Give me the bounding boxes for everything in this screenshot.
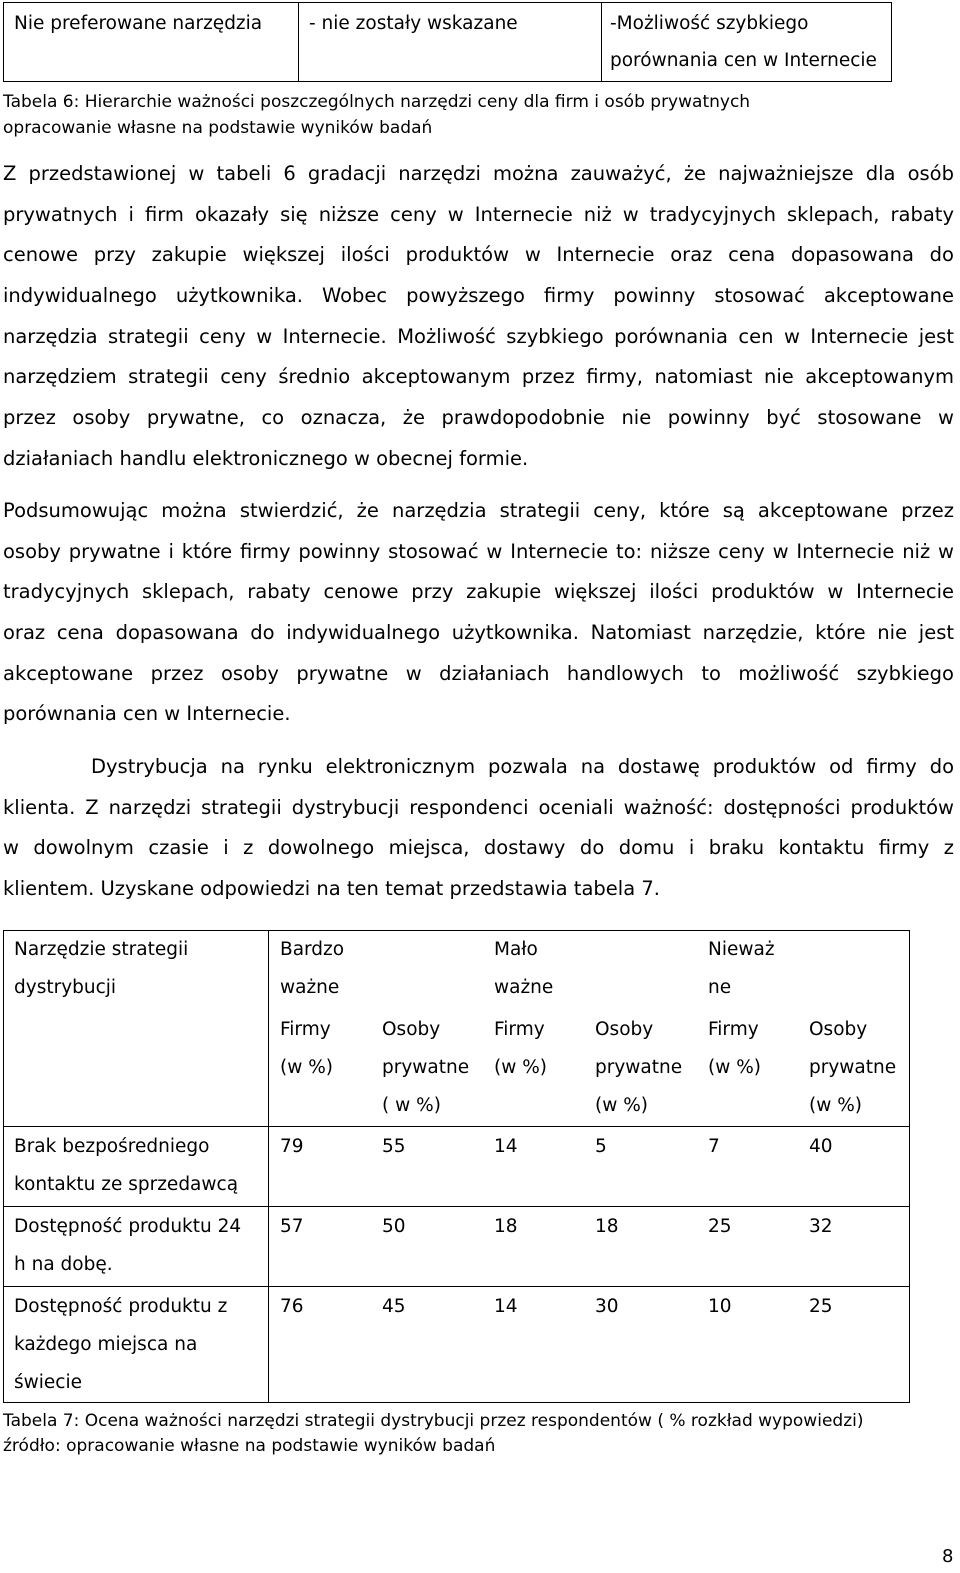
table7-header-tool: dystrybucji [14, 977, 117, 998]
text-line: indywidualnego użytkownika. Wobec powyższego firmy powinny stosować akceptowane [3, 284, 954, 308]
table7-row-label: świecie [14, 1372, 82, 1393]
text-line: akceptowane przez osoby prywatne w działaniach handlowych to możliwość szybkiego [3, 661, 954, 685]
table-divider [298, 3, 299, 81]
table7-header-very-important: Bardzo [280, 939, 345, 960]
table7-cell: 32 [809, 1216, 833, 1237]
table-divider [4, 1126, 909, 1127]
table7-header-less-important: Mało [494, 939, 538, 960]
table6-cell-item-line1: -Możliwość szybkiego [610, 13, 809, 34]
table6-caption-line2: opracowanie własne na podstawie wyników badań [3, 118, 433, 138]
table7-cell: 10 [708, 1296, 732, 1317]
table6-cell-item-line2: porównania cen w Internecie [610, 50, 877, 71]
table7-header-unimportant: Nieważ [708, 939, 775, 960]
table7-cell: 18 [494, 1216, 518, 1237]
table7-subheader-persons: (w %) [809, 1095, 863, 1116]
table7-cell: 57 [280, 1216, 304, 1237]
text-line: oraz cena dopasowana do indywidualnego użytkownika. Natomiast narzędzie, które nie jest [3, 621, 954, 645]
table7-row-label: h na dobę. [14, 1254, 113, 1275]
table7-subheader-firms: Firmy [280, 1019, 331, 1040]
table-divider [268, 931, 269, 1402]
table7-cell: 25 [809, 1296, 833, 1317]
text-line: osoby prywatne i które firmy powinny stosować w Internecie to: niższe ceny w Internecie niż w [3, 539, 954, 563]
table7-subheader-persons: prywatne [595, 1057, 683, 1078]
text-line: klientem. Uzyskane odpowiedzi na ten temat przedstawia tabela 7. [3, 877, 660, 901]
table7-subheader-firms: (w %) [708, 1057, 762, 1078]
text-line: narzędzia strategii ceny w Internecie. Możliwość szybkiego porównania cen w Internecie jest [3, 324, 954, 348]
table7-cell: 30 [595, 1296, 619, 1317]
text-line: Dystrybucja na rynku elektronicznym pozwala na dostawę produktów od firmy do [91, 755, 954, 778]
table6-cell-tools: Nie preferowane narzędzia [14, 13, 263, 34]
table7-cell: 55 [382, 1136, 406, 1157]
page-number: 8 [942, 1546, 954, 1567]
table7-cell: 40 [809, 1136, 833, 1157]
table6-cell-status: - nie zostały wskazane [309, 13, 518, 34]
table-divider [4, 1206, 909, 1207]
table7-subheader-firms: Firmy [494, 1019, 545, 1040]
table7-header-tool: Narzędzie strategii [14, 939, 189, 960]
table7-cell: 5 [595, 1136, 607, 1157]
table7-subheader-persons: Osoby [382, 1019, 441, 1040]
paragraph-1 [3, 154, 954, 480]
table7-row-label: kontaktu ze sprzedawcą [14, 1174, 239, 1195]
table7-header-less-important: ważne [494, 977, 554, 998]
table7-cell: 7 [708, 1136, 720, 1157]
table7-subheader-persons: Osoby [595, 1019, 654, 1040]
text-line: narzędziem strategii ceny średnio akceptowanym przez firmy, natomiast nie akceptowanym [3, 365, 954, 389]
table7-cell: 14 [494, 1136, 518, 1157]
paragraph-2 [3, 491, 954, 735]
table7-caption-line2: źródło: opracowanie własne na podstawie wyników badań [3, 1436, 496, 1456]
table6-caption-line1: Tabela 6: Hierarchie ważności poszczególnych narzędzi ceny dla firm i osób prywatnych [3, 92, 751, 112]
table7-subheader-persons: prywatne [382, 1057, 470, 1078]
table7-subheader-persons: prywatne [809, 1057, 897, 1078]
text-line: cenowe przy zakupie większej ilości produktów w Internecie oraz cena dopasowana do [3, 243, 954, 267]
text-line: działaniach handlu elektronicznego w obecnej formie. [3, 446, 529, 470]
text-line: klienta. Z narzędzi strategii dystrybucji respondenci oceniali ważność: dostępności produktów [3, 795, 954, 819]
table7-row-label: Dostępność produktu 24 [14, 1216, 242, 1237]
text-line: porównania cen w Internecie. [3, 702, 291, 726]
text-line: przez osoby prywatne, co oznacza, że prawdopodobnie nie powinny być stosowane w [3, 406, 954, 430]
text-line: Z przedstawionej w tabeli 6 gradacji narzędzi można zauważyć, że najważniejsze dla osób [3, 162, 954, 185]
table7-cell: 18 [595, 1216, 619, 1237]
table7-cell: 25 [708, 1216, 732, 1237]
table-divider [601, 3, 602, 81]
table-divider [4, 1286, 909, 1287]
paragraph-3 [3, 747, 954, 910]
table7-cell: 79 [280, 1136, 304, 1157]
table6-last-row [3, 2, 892, 82]
text-line: Podsumowując można stwierdzić, że narzędzia strategii ceny, które są akceptowane przez [3, 499, 954, 522]
table7-row-label: Brak bezpośredniego [14, 1136, 210, 1157]
table7-row-label: każdego miejsca na [14, 1334, 198, 1355]
table7-subheader-firms: Firmy [708, 1019, 759, 1040]
table7-cell: 14 [494, 1296, 518, 1317]
text-line: w dowolnym czasie i z dowolnego miejsca, dostawy do domu i braku kontaktu firmy z [3, 836, 954, 860]
table7-subheader-persons: Osoby [809, 1019, 868, 1040]
table7-header-unimportant: ne [708, 977, 732, 998]
table7-distribution-tools [3, 930, 910, 1403]
table7-cell: 45 [382, 1296, 406, 1317]
table7-header-very-important: ważne [280, 977, 340, 998]
text-line: tradycyjnych sklepach, rabaty cenowe przy zakupie większej ilości produktów w Internecie [3, 580, 954, 604]
table7-subheader-persons: (w %) [595, 1095, 649, 1116]
text-line: prywatnych i firm okazały się niższe ceny w Internecie niż w tradycyjnych sklepach, rabaty [3, 202, 954, 226]
table7-subheader-firms: (w %) [494, 1057, 548, 1078]
table7-cell: 50 [382, 1216, 406, 1237]
table7-caption-line1: Tabela 7: Ocena ważności narzędzi strategii dystrybucji przez respondentów ( % rozkład wypowiedzi) [3, 1411, 864, 1431]
table7-subheader-persons: ( w %) [382, 1095, 441, 1116]
table7-subheader-firms: (w %) [280, 1057, 334, 1078]
table7-cell: 76 [280, 1296, 304, 1317]
table7-row-label: Dostępność produktu z [14, 1296, 228, 1317]
